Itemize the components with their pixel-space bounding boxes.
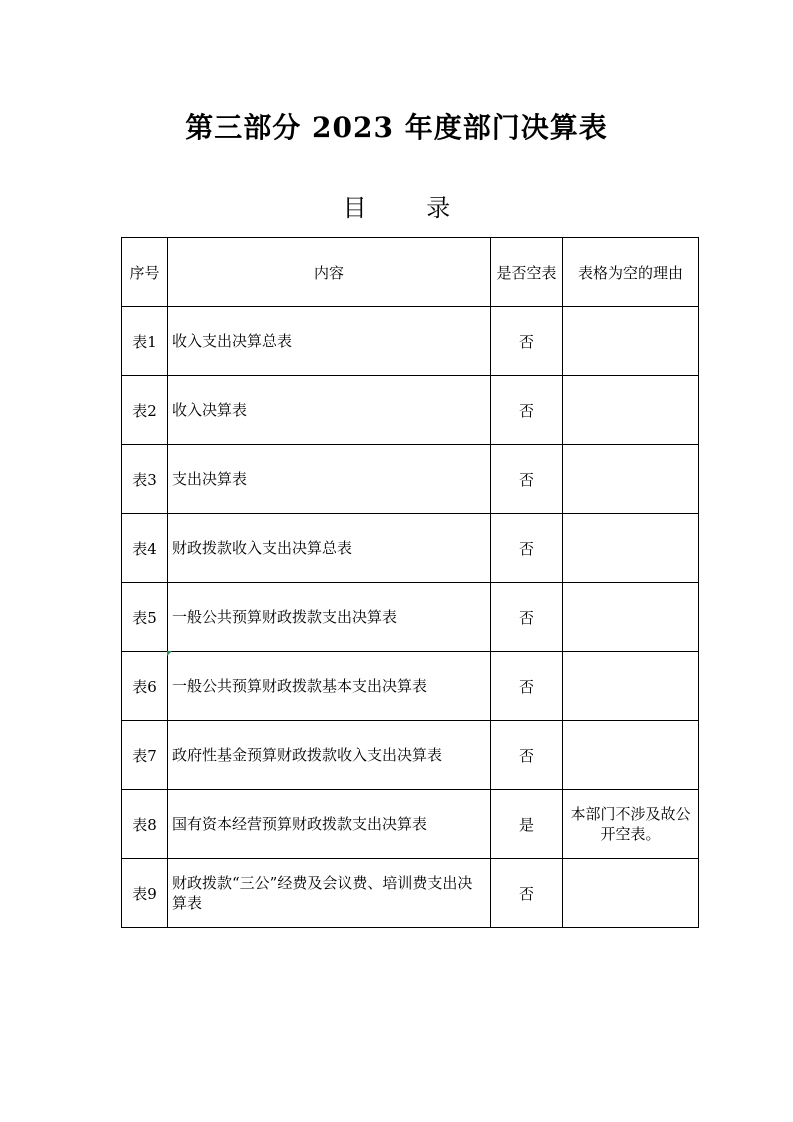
cell-comment-marker [167, 651, 172, 656]
table-header-row [122, 238, 699, 307]
table-row [122, 652, 699, 721]
row-seq: 表6 [122, 652, 168, 721]
row-is-empty: 否 [491, 859, 563, 928]
table-row [122, 583, 699, 652]
row-content: 支出决算表 [168, 445, 491, 514]
row-is-empty: 否 [491, 583, 563, 652]
row-content: 收入支出决算总表 [168, 307, 491, 376]
table-row [122, 307, 699, 376]
row-seq: 表3 [122, 445, 168, 514]
row-reason [563, 307, 699, 376]
row-content: 一般公共预算财政拨款基本支出决算表 [168, 652, 491, 721]
table-row [122, 376, 699, 445]
row-seq: 表2 [122, 376, 168, 445]
row-content: 收入决算表 [168, 376, 491, 445]
row-is-empty: 否 [491, 376, 563, 445]
table-row [122, 790, 699, 859]
row-reason [563, 445, 699, 514]
row-is-empty: 否 [491, 721, 563, 790]
header-is-empty: 是否空表 [491, 238, 563, 307]
table-row [122, 859, 699, 928]
row-content: 国有资本经营预算财政拨款支出决算表 [168, 790, 491, 859]
row-reason [563, 376, 699, 445]
row-seq: 表5 [122, 583, 168, 652]
row-content: 一般公共预算财政拨款支出决算表 [168, 583, 491, 652]
row-content: 财政拨款收入支出决算总表 [168, 514, 491, 583]
row-reason [563, 583, 699, 652]
row-is-empty: 否 [491, 445, 563, 514]
row-content: 政府性基金预算财政拨款收入支出决算表 [168, 721, 491, 790]
toc-table [121, 237, 699, 928]
toc-heading: 目 录 [342, 194, 477, 222]
header-content: 内容 [168, 238, 491, 307]
table-row [122, 514, 699, 583]
row-reason: 本部门不涉及故公开空表。 [563, 790, 699, 859]
row-reason [563, 652, 699, 721]
row-seq: 表8 [122, 790, 168, 859]
row-is-empty: 否 [491, 307, 563, 376]
row-is-empty: 否 [491, 652, 563, 721]
page-title: 第三部分 2023 年度部门决算表 [185, 111, 608, 144]
table-row [122, 445, 699, 514]
row-reason [563, 859, 699, 928]
row-seq: 表1 [122, 307, 168, 376]
row-is-empty: 是 [491, 790, 563, 859]
row-is-empty: 否 [491, 514, 563, 583]
row-content: 财政拨款“三公”经费及会议费、培训费支出决算表 [168, 859, 491, 928]
row-reason [563, 514, 699, 583]
row-reason [563, 721, 699, 790]
header-seq: 序号 [122, 238, 168, 307]
row-seq: 表7 [122, 721, 168, 790]
header-reason: 表格为空的理由 [563, 238, 699, 307]
table-row [122, 721, 699, 790]
row-seq: 表9 [122, 859, 168, 928]
row-seq: 表4 [122, 514, 168, 583]
